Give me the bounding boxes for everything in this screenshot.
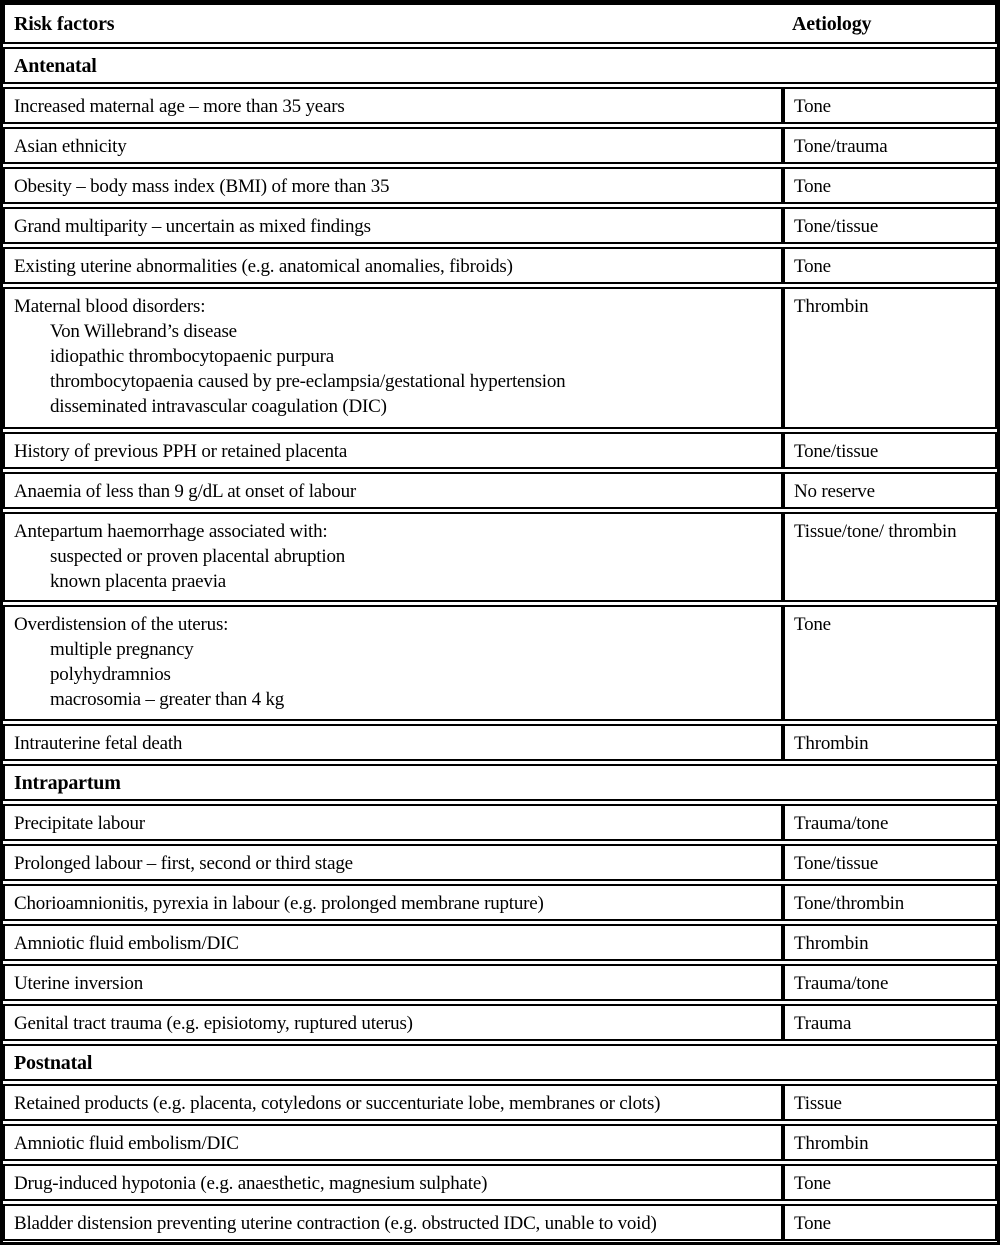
risk-sub-item: known placenta praevia: [50, 571, 227, 592]
table-row: [3, 1204, 997, 1241]
risk-factor-text: Maternal blood disorders:: [14, 296, 206, 317]
risk-factor-cell: [5, 129, 783, 162]
aetiology-cell: Tone: [783, 89, 995, 122]
risk-factor-cell: [5, 607, 783, 719]
risk-factor-text: Intrauterine fetal death: [14, 733, 183, 754]
table-row: [3, 1164, 997, 1201]
risk-factor-cell: [5, 434, 783, 467]
risk-sub-item: suspected or proven placental abruption: [50, 546, 346, 567]
risk-sub-item: idiopathic thrombocytopaenic purpura: [50, 346, 335, 367]
section-header-row: [3, 1044, 997, 1081]
table-row: [3, 1124, 997, 1161]
table-row: [3, 804, 997, 841]
aetiology-cell: Tone: [783, 1206, 995, 1239]
risk-factor-cell: [5, 1086, 783, 1119]
table-row: [3, 884, 997, 921]
risk-factor-text: Uterine inversion: [14, 973, 144, 994]
risk-factor-text: Asian ethnicity: [14, 136, 127, 157]
risk-factor-text: Grand multiparity – uncertain as mixed findings: [14, 216, 371, 237]
risk-factor-text: Antepartum haemorrhage associated with:: [14, 521, 328, 542]
risk-factor-cell: [5, 1206, 783, 1239]
risk-factor-cell: [5, 846, 783, 879]
section-title: Antenatal: [14, 55, 97, 77]
section-title: Postnatal: [14, 1052, 93, 1074]
risk-sub-item: disseminated intravascular coagulation (DIC): [50, 396, 387, 417]
aetiology-cell: Tone/trauma: [783, 129, 995, 162]
aetiology-cell: Thrombin: [783, 926, 995, 959]
risk-factor-text: Retained products (e.g. placenta, cotyledons or succenturiate lobe, membranes or clots): [14, 1093, 661, 1114]
risk-factor-cell: [5, 1126, 783, 1159]
table-row: [3, 512, 997, 602]
risk-factor-text: Existing uterine abnormalities (e.g. anatomical anomalies, fibroids): [14, 256, 513, 277]
aetiology-cell: Trauma: [783, 1006, 995, 1039]
risk-factor-text: Obesity – body mass index (BMI) of more than 35: [14, 176, 390, 197]
table-row: [3, 1084, 997, 1121]
risk-factor-text: History of previous PPH or retained placenta: [14, 441, 348, 462]
aetiology-cell: Tone: [783, 169, 995, 202]
section-header-row: [3, 47, 997, 84]
aetiology-cell: Tissue/tone/ thrombin: [783, 514, 995, 600]
risk-factor-cell: [5, 474, 783, 507]
aetiology-column-header: Aetiology: [792, 13, 872, 35]
risk-factor-text: Increased maternal age – more than 35 years: [14, 96, 345, 117]
aetiology-cell: Thrombin: [783, 1126, 995, 1159]
risk-factor-text: Amniotic fluid embolism/DIC: [14, 1133, 239, 1154]
aetiology-cell: Tone: [783, 1166, 995, 1199]
aetiology-cell: Tone/tissue: [783, 209, 995, 242]
risk-factor-cell: [5, 169, 783, 202]
table-row: [3, 844, 997, 881]
aetiology-cell: Tone: [783, 607, 995, 719]
risk-factor-cell: [5, 806, 783, 839]
aetiology-cell: Tissue: [783, 1086, 995, 1119]
risk-factor-cell: [5, 926, 783, 959]
risk-factor-cell: [5, 1166, 783, 1199]
table-row: [3, 924, 997, 961]
table-row: [3, 724, 997, 761]
aetiology-cell: Tone/tissue: [783, 434, 995, 467]
table-row: [3, 127, 997, 164]
table-row: [3, 207, 997, 244]
risk-factor-cell: [5, 209, 783, 242]
risk-factor-text: Precipitate labour: [14, 813, 145, 834]
risk-factor-cell: [5, 966, 783, 999]
aetiology-cell: Thrombin: [783, 289, 995, 427]
risk-sub-item: multiple pregnancy: [50, 639, 194, 660]
aetiology-cell: Tone/thrombin: [783, 886, 995, 919]
risk-factor-cell: [5, 289, 783, 427]
table-row: [3, 87, 997, 124]
risk-sub-item: macrosomia – greater than 4 kg: [50, 689, 285, 710]
risk-factor-text: Drug-induced hypotonia (e.g. anaesthetic, magnesium sulphate): [14, 1173, 488, 1194]
aetiology-cell: Tone/tissue: [783, 846, 995, 879]
risk-factor-cell: [5, 249, 783, 282]
risk-factor-cell: [5, 1006, 783, 1039]
table-row: [3, 167, 997, 204]
risk-factor-text: Anaemia of less than 9 g/dL at onset of labour: [14, 481, 357, 502]
risk-factor-cell: [5, 89, 783, 122]
risk-factor-cell: [5, 726, 783, 759]
table-row: [3, 432, 997, 469]
risk-factor-cell: [5, 514, 783, 600]
risk-factor-text: Prolonged labour – first, second or third stage: [14, 853, 353, 874]
risk-sub-item: polyhydramnios: [50, 664, 171, 685]
aetiology-cell: Tone: [783, 249, 995, 282]
risk-factor-text: Chorioamnionitis, pyrexia in labour (e.g. prolonged membrane rupture): [14, 893, 544, 914]
aetiology-cell: No reserve: [783, 474, 995, 507]
risk-factor-text: Bladder distension preventing uterine contraction (e.g. obstructed IDC, unable to void): [14, 1213, 657, 1234]
risk-factor-cell: [5, 886, 783, 919]
table-row: [3, 964, 997, 1001]
section-title: Intrapartum: [14, 772, 121, 794]
risk-factor-text: Overdistension of the uterus:: [14, 614, 229, 635]
risk-factors-column-header: Risk factors: [14, 13, 115, 35]
risk-factor-text: Amniotic fluid embolism/DIC: [14, 933, 239, 954]
aetiology-cell: Trauma/tone: [783, 806, 995, 839]
risk-sub-item: Von Willebrand’s disease: [50, 321, 237, 342]
table-row: [3, 472, 997, 509]
aetiology-cell: Trauma/tone: [783, 966, 995, 999]
section-header-row: [3, 764, 997, 801]
table-row: [3, 287, 997, 429]
aetiology-cell: Thrombin: [783, 726, 995, 759]
risk-factor-text: Genital tract trauma (e.g. episiotomy, ruptured uterus): [14, 1013, 413, 1034]
table-row: [3, 1004, 997, 1041]
table-header-row: [3, 3, 997, 44]
table-row: [3, 605, 997, 721]
risk-sub-item: thrombocytopaenia caused by pre-eclampsia/gestational hypertension: [50, 371, 566, 392]
table-row: [3, 247, 997, 284]
